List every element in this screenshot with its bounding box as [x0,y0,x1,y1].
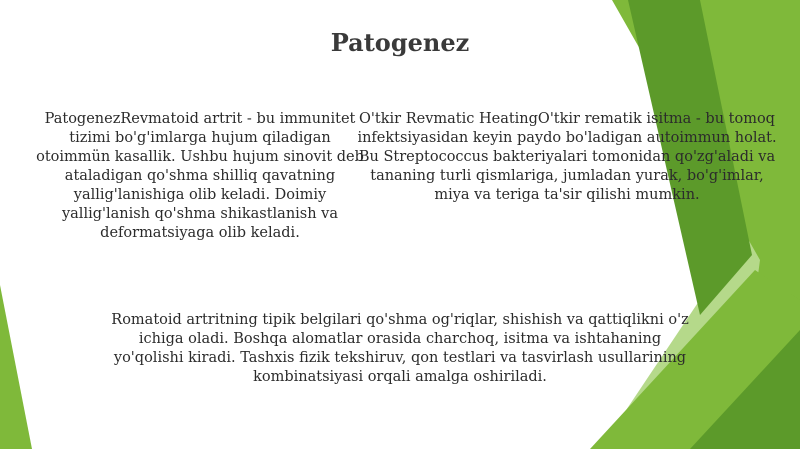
right-text-block: O'tkir Revmatic HeatingO'tkir rematik isitma - bu tomoq infektsiyasidan keyin paydo bo'ladigan autoimmun holat. Bu Streptococcus bakteriyalari tomonidan qo'zg'aladi va tananing turli qismlariga, jumladan yurak, bo'g'imlar, miya va teriga ta'sir qilishi mumkin. [357,111,777,203]
slide-title: Patogenez [330,28,470,57]
left-text-block: PatogenezRevmatoid artrit - bu immunitet tizimi bo'g'imlarga hujum qiladigan otoimmün kasallik. Ushbu hujum sinovit deb ataladigan qo'shma shilliq qavatning yallig'lanishiga olib keladi. Doimiy yallig'lanish qo'shma shikastlanish va deformatsiyaga olib keladi. [36,111,364,241]
bottom-text-block: Romatoid artritning tipik belgilari qo'shma og'riqlar, shishish va qattiqlikni o'z ichiga oladi. Boshqa alomatlar orasida charchoq, isitma va ishtahaning yo'qolishi kiradi. Tashxis fizik tekshiruv, qon testlari va tasvirlash usullarining kombinatsiyasi orqali amalga oshiriladi. [111,312,689,385]
left-edge-accent [0,285,32,449]
